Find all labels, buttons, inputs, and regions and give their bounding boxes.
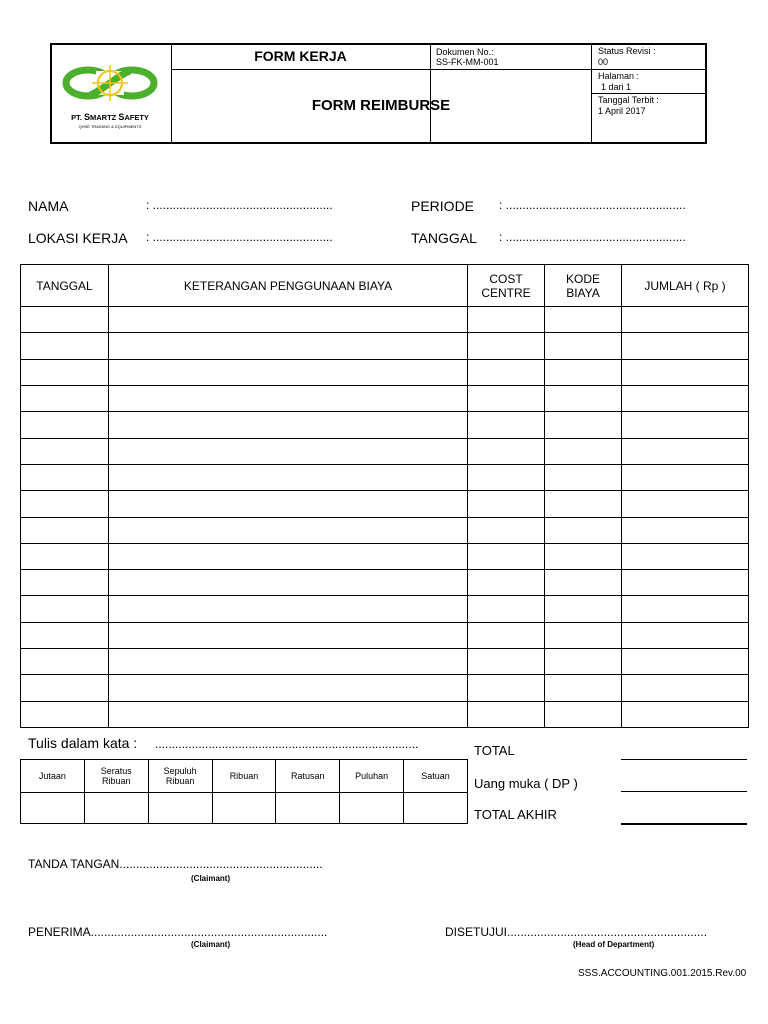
nama-field[interactable]: : ...................................................... — [146, 198, 333, 212]
cell-satuan[interactable] — [404, 793, 468, 824]
col-jutaan: Jutaan — [21, 760, 85, 793]
col-satuan: Satuan — [404, 760, 468, 793]
cell-cost-centre[interactable] — [468, 570, 545, 596]
cell-ribuan[interactable] — [212, 793, 276, 824]
col-cost-centre: COST CENTRE — [468, 265, 545, 307]
cell-jumlah[interactable] — [622, 307, 749, 333]
cell-cost-centre[interactable] — [468, 385, 545, 411]
total-line[interactable] — [621, 759, 747, 760]
cell-tanggal[interactable] — [21, 517, 109, 543]
logo-emblem-icon — [60, 57, 160, 109]
cell-keterangan[interactable] — [109, 412, 468, 438]
cell-tanggal[interactable] — [21, 622, 109, 648]
cell-keterangan[interactable] — [109, 543, 468, 569]
cell-jumlah[interactable] — [622, 333, 749, 359]
cell-jumlah[interactable] — [622, 570, 749, 596]
cell-keterangan[interactable] — [109, 675, 468, 701]
nama-label: NAMA — [28, 198, 69, 214]
cell-tanggal[interactable] — [21, 438, 109, 464]
tanggal-field[interactable]: : ...................................................... — [499, 230, 686, 244]
cell-cost-centre[interactable] — [468, 438, 545, 464]
col-sepuluh-ribuan: Sepuluh Ribuan — [148, 760, 212, 793]
table-row — [21, 412, 749, 438]
cell-kode-biaya[interactable] — [545, 333, 622, 359]
cell-keterangan[interactable] — [109, 596, 468, 622]
issue-date-label: Tanggal Terbit : — [598, 95, 659, 105]
total-label: TOTAL — [474, 743, 515, 758]
col-ratusan: Ratusan — [276, 760, 340, 793]
cell-tanggal[interactable] — [21, 491, 109, 517]
doc-number-label: Dokumen No.: — [436, 47, 494, 57]
cell-keterangan[interactable] — [109, 701, 468, 727]
expense-table — [20, 264, 749, 728]
cell-kode-biaya[interactable] — [545, 543, 622, 569]
cell-puluhan[interactable] — [340, 793, 404, 824]
table-row — [21, 359, 749, 385]
cell-tanggal[interactable] — [21, 701, 109, 727]
cell-keterangan[interactable] — [109, 649, 468, 675]
cell-keterangan[interactable] — [109, 333, 468, 359]
table-row — [21, 438, 749, 464]
table-row — [21, 622, 749, 648]
cell-jumlah[interactable] — [622, 359, 749, 385]
cell-cost-centre[interactable] — [468, 464, 545, 490]
cell-jumlah[interactable] — [622, 596, 749, 622]
uang-muka-label: Uang muka ( DP ) — [474, 776, 578, 791]
uang-muka-line[interactable] — [621, 791, 747, 792]
document-header — [50, 43, 707, 144]
tanda-tangan-line[interactable]: TANDA TANGAN............................................................. — [28, 857, 323, 871]
lokasi-kerja-label: LOKASI KERJA — [28, 230, 128, 246]
cell-tanggal[interactable] — [21, 385, 109, 411]
table-row — [21, 333, 749, 359]
cell-kode-biaya[interactable] — [545, 570, 622, 596]
cell-cost-centre[interactable] — [468, 359, 545, 385]
cell-kode-biaya[interactable] — [545, 307, 622, 333]
cell-jumlah[interactable] — [622, 464, 749, 490]
cell-cost-centre[interactable] — [468, 596, 545, 622]
cell-tanggal[interactable] — [21, 359, 109, 385]
table-row — [21, 491, 749, 517]
cell-cost-centre[interactable] — [468, 543, 545, 569]
cell-jumlah[interactable] — [622, 491, 749, 517]
cell-jumlah[interactable] — [622, 385, 749, 411]
tulis-kata-label: Tulis dalam kata : — [28, 735, 138, 751]
table-row — [21, 385, 749, 411]
col-keterangan: KETERANGAN PENGGUNAAN BIAYA — [109, 265, 468, 307]
expense-table-header — [21, 265, 749, 307]
table-row — [21, 596, 749, 622]
cell-keterangan[interactable] — [109, 438, 468, 464]
cell-jumlah[interactable] — [622, 543, 749, 569]
lokasi-kerja-field[interactable]: : ...................................................... — [146, 230, 333, 244]
cell-seratus-ribuan[interactable] — [84, 793, 148, 824]
disetujui-line[interactable]: DISETUJUI............................................................ — [445, 925, 708, 939]
periode-field[interactable]: : ...................................................... — [499, 198, 686, 212]
issue-date-value: 1 April 2017 — [598, 106, 646, 116]
table-row — [21, 517, 749, 543]
cell-kode-biaya[interactable] — [545, 675, 622, 701]
col-puluhan: Puluhan — [340, 760, 404, 793]
cell-kode-biaya[interactable] — [545, 649, 622, 675]
col-jumlah: JUMLAH ( Rp ) — [622, 265, 749, 307]
cell-jumlah[interactable] — [622, 622, 749, 648]
cell-kode-biaya[interactable] — [545, 359, 622, 385]
cell-jutaan[interactable] — [21, 793, 85, 824]
cell-tanggal[interactable] — [21, 596, 109, 622]
disetujui-role: (Head of Department) — [573, 940, 655, 949]
cell-jumlah[interactable] — [622, 701, 749, 727]
cell-kode-biaya[interactable] — [545, 596, 622, 622]
cell-cost-centre[interactable] — [468, 412, 545, 438]
tulis-kata-field[interactable]: ............................................................................... — [155, 737, 419, 751]
footer-doc-code: SSS.ACCOUNTING.001.2015.Rev.00 — [578, 968, 747, 979]
penerima-line[interactable]: PENERIMA....................................................................... — [28, 925, 328, 939]
cell-jumlah[interactable] — [622, 517, 749, 543]
cell-keterangan[interactable] — [109, 622, 468, 648]
cell-tanggal[interactable] — [21, 333, 109, 359]
form-type: FORM KERJA — [254, 48, 347, 64]
total-akhir-line[interactable] — [621, 823, 747, 825]
cell-cost-centre[interactable] — [468, 307, 545, 333]
cell-cost-centre[interactable] — [468, 622, 545, 648]
cell-keterangan[interactable] — [109, 570, 468, 596]
table-row — [21, 675, 749, 701]
cell-keterangan[interactable] — [109, 491, 468, 517]
cell-tanggal[interactable] — [21, 570, 109, 596]
terbilang-header — [21, 760, 468, 793]
cell-jumlah[interactable] — [622, 438, 749, 464]
table-row — [21, 570, 749, 596]
penerima-role: (Claimant) — [191, 940, 231, 949]
cell-kode-biaya[interactable] — [545, 701, 622, 727]
cell-tanggal[interactable] — [21, 464, 109, 490]
cell-tanggal[interactable] — [21, 412, 109, 438]
table-row — [21, 701, 749, 727]
cell-cost-centre[interactable] — [468, 675, 545, 701]
doc-number-value: SS-FK-MM-001 — [436, 57, 499, 67]
page-label: Halaman : — [598, 71, 640, 81]
cell-kode-biaya[interactable] — [545, 491, 622, 517]
terbilang-table — [20, 759, 468, 824]
cell-cost-centre[interactable] — [468, 333, 545, 359]
cell-tanggal[interactable] — [21, 675, 109, 701]
cell-tanggal[interactable] — [21, 543, 109, 569]
cell-cost-centre[interactable] — [468, 517, 545, 543]
cell-jumlah[interactable] — [622, 649, 749, 675]
col-ribuan: Ribuan — [212, 760, 276, 793]
cell-cost-centre[interactable] — [468, 491, 545, 517]
cell-jumlah[interactable] — [622, 675, 749, 701]
table-row — [21, 307, 749, 333]
company-name: PT. SMARTZ SAFETY — [71, 112, 149, 122]
cell-keterangan[interactable] — [109, 359, 468, 385]
cell-kode-biaya[interactable] — [545, 438, 622, 464]
cell-keterangan[interactable] — [109, 307, 468, 333]
revision-label: Status Revisi : — [598, 46, 656, 56]
cell-cost-centre[interactable] — [468, 701, 545, 727]
cell-kode-biaya[interactable] — [545, 622, 622, 648]
cell-keterangan[interactable] — [109, 517, 468, 543]
cell-kode-biaya[interactable] — [545, 412, 622, 438]
cell-tanggal[interactable] — [21, 307, 109, 333]
col-tanggal: TANGGAL — [21, 265, 109, 307]
tanda-tangan-role: (Claimant) — [191, 874, 231, 883]
periode-label: PERIODE — [411, 198, 475, 214]
cell-kode-biaya[interactable] — [545, 517, 622, 543]
company-tagline: QHSE TRAINING & EQUIPMENTS — [78, 124, 142, 129]
table-row — [21, 543, 749, 569]
terbilang-row — [21, 793, 468, 824]
cell-keterangan[interactable] — [109, 464, 468, 490]
revision-value: 00 — [598, 57, 609, 67]
cell-sepuluh-ribuan[interactable] — [148, 793, 212, 824]
cell-keterangan[interactable] — [109, 385, 468, 411]
cell-cost-centre[interactable] — [468, 649, 545, 675]
company-logo — [60, 57, 160, 137]
total-akhir-label: TOTAL AKHIR — [474, 807, 557, 822]
cell-kode-biaya[interactable] — [545, 385, 622, 411]
cell-jumlah[interactable] — [622, 412, 749, 438]
cell-tanggal[interactable] — [21, 649, 109, 675]
table-row — [21, 649, 749, 675]
table-row — [21, 464, 749, 490]
cell-ratusan[interactable] — [276, 793, 340, 824]
form-title: FORM REIMBURSE — [311, 97, 451, 114]
col-seratus-ribuan: Seratus Ribuan — [84, 760, 148, 793]
tanggal-label: TANGGAL — [411, 230, 477, 246]
cell-kode-biaya[interactable] — [545, 464, 622, 490]
page-value: 1 dari 1 — [601, 82, 632, 92]
col-kode-biaya: KODE BIAYA — [545, 265, 622, 307]
